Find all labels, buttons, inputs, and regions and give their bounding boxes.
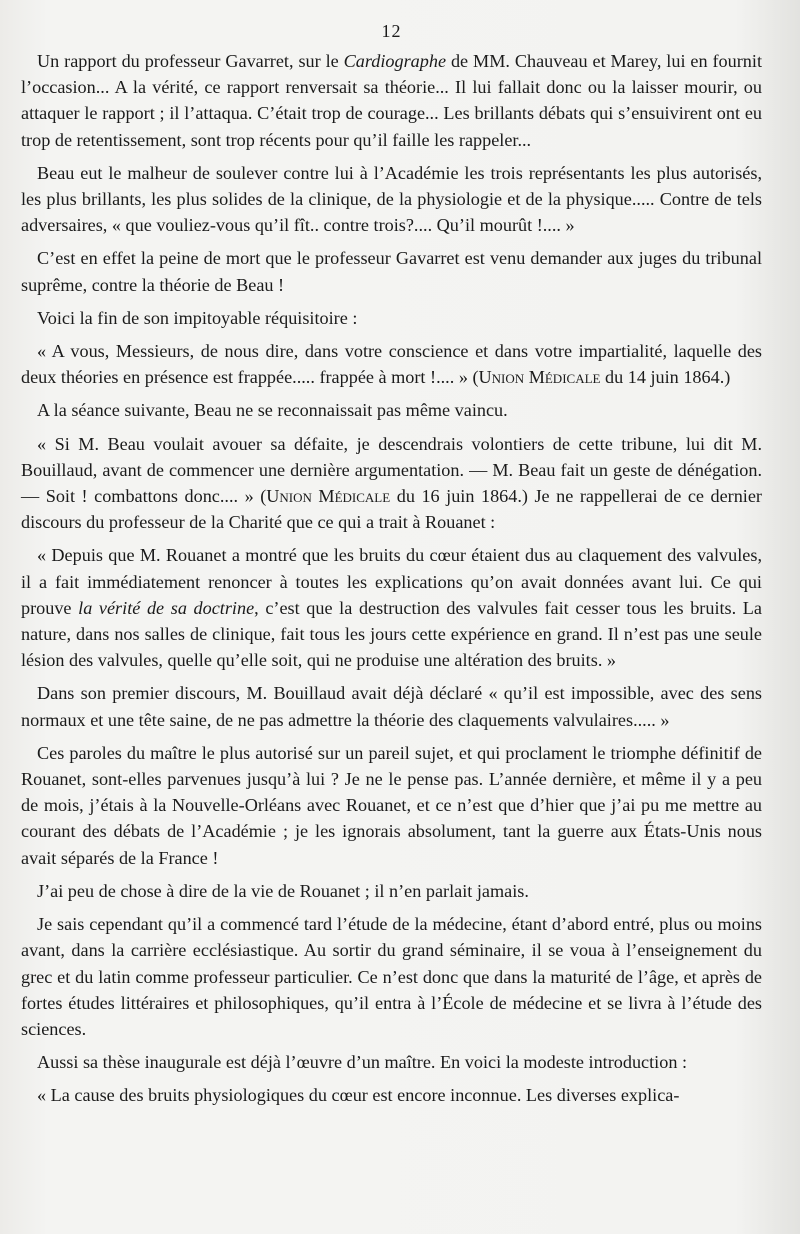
- paragraph: [21, 740, 762, 871]
- paragraph: [21, 338, 762, 390]
- journal-name: Union Médicale: [478, 367, 601, 388]
- paragraph: [21, 245, 762, 297]
- journal-name: Union Médicale: [266, 486, 391, 507]
- text-run: , c’est que la destruction des valvules fait cesser tous les bruits. La nature, dans nos salles de clinique, fait tous les jours cette expérience en grand. Il n’est pas une seule lésion des valvules, quelle qu’elle soit, qui ne produise une altération des bruits. »: [21, 597, 762, 671]
- text-run: « Si M. Beau voulait avouer sa défaite, je descendrais volontiers de cette tribune, lui dit M. Bouillaud, avant de commencer une dernière argumentation. — M. Beau fait un geste de dénégation. — Soit ! combattons donc.... » (: [21, 433, 762, 507]
- text-run: A la séance suivante, Beau ne se reconnaissait pas même vaincu.: [37, 400, 508, 421]
- text-run: Aussi sa thèse inaugurale est déjà l’œuvre d’un maître. En voici la modeste introduction :: [37, 1052, 688, 1073]
- paragraph: [21, 48, 762, 153]
- italic-text: Cardiographe: [343, 51, 447, 71]
- paragraph: [21, 878, 762, 904]
- paragraph: [21, 1049, 762, 1075]
- paragraph: [21, 911, 762, 1042]
- text-run: Ces paroles du maître le plus autorisé sur un pareil sujet, et qui proclament le triomphe définitif de Rouanet, sont-elles parvenues jusqu’à lui ? Je ne le pense pas. L’année dernière, et même il y a peu de mois, j’étais à la Nouvelle-Orléans avec Rouanet, et ce n’est que d’hier que j’ai pu me mettre au courant des débats de l’Académie ; je les ignorais absolument, tant la guerre aux États-Unis nous avait séparés de la France !: [21, 742, 762, 868]
- text-run: Beau eut le malheur de soulever contre lui à l’Académie les trois représentants les plus autorisés, les plus brillants, les plus solides de la clinique, de la physiologie et de la physique..... Contre de tels adversaires, « que vouliez-vous qu’il fît.. contre trois?.... Qu’il mourût !.... »: [21, 162, 762, 236]
- paragraph: [21, 160, 762, 239]
- text-run: « La cause des bruits physiologiques du cœur est encore inconnue. Les diverses explica-: [37, 1085, 680, 1106]
- text-run: Un rapport du professeur Gavarret, sur le: [37, 51, 344, 71]
- page-number: 12: [381, 21, 402, 41]
- text-run: de MM. Chauveau et Marey, lui en fournit l’occasion... A la vérité, ce rapport renversait sa théorie... Il lui fallait donc ou la laisser mourir, ou attaquer le rapport ; il l’attaqua. C’était trop de courage... Les brillants débats qui s’ensuivirent ont eu trop de retentissement, sont trop récents pour qu’il faille les rappeler...: [21, 51, 763, 150]
- text-run: J’ai peu de chose à dire de la vie de Rouanet ; il n’en parlait jamais.: [37, 880, 529, 901]
- paragraph: [21, 431, 762, 536]
- italic-text: la vérité de sa doctrine: [78, 597, 255, 618]
- text-run: du 16 juin 1864.) Je ne rappellerai de ce dernier discours du professeur de la Charité que ce qui a trait à Rouanet :: [21, 486, 762, 533]
- text-run: « Depuis que M. Rouanet a montré que les bruits du cœur étaient dus au claquement des valvules, il a fait immédiatement renoncer à toutes les explications qu’on avait données avant lui. Ce qui prouve: [21, 545, 762, 618]
- paragraph: [21, 542, 762, 673]
- paragraph: [21, 1082, 762, 1108]
- paragraph: [21, 680, 762, 732]
- paragraph: [21, 305, 762, 331]
- text-run: Je sais cependant qu’il a commencé tard l’étude de la médecine, étant d’abord entré, plus ou moins avant, dans la carrière ecclésiastique. Au sortir du grand séminaire, il se voua à l’enseignement du grec et du latin comme professeur particulier. Ce n’est donc que dans la maturité de l’âge, et après de fortes études littéraires et philosophiques, qu’il entra à l’École de médecine et se livra à l’étude des sciences.: [21, 914, 762, 1039]
- text-run: C’est en effet la peine de mort que le professeur Gavarret est venu demander aux juges du tribunal suprême, contre la théorie de Beau !: [21, 248, 762, 295]
- text-run: du 14 juin 1864.): [600, 367, 731, 388]
- body-text: [21, 48, 762, 1109]
- text-run: Dans son premier discours, M. Bouillaud avait déjà déclaré « qu’il est impossible, avec des sens normaux et une tête saine, de ne pas admettre la théorie des claquements valvulaires..... »: [21, 683, 762, 730]
- text-run: Voici la fin de son impitoyable réquisitoire :: [37, 307, 358, 328]
- paragraph: [21, 397, 762, 423]
- text-run: « A vous, Messieurs, de nous dire, dans votre conscience et dans votre impartialité, laquelle des deux théories en présence est frappée..... frappée à mort !.... » (: [21, 341, 762, 388]
